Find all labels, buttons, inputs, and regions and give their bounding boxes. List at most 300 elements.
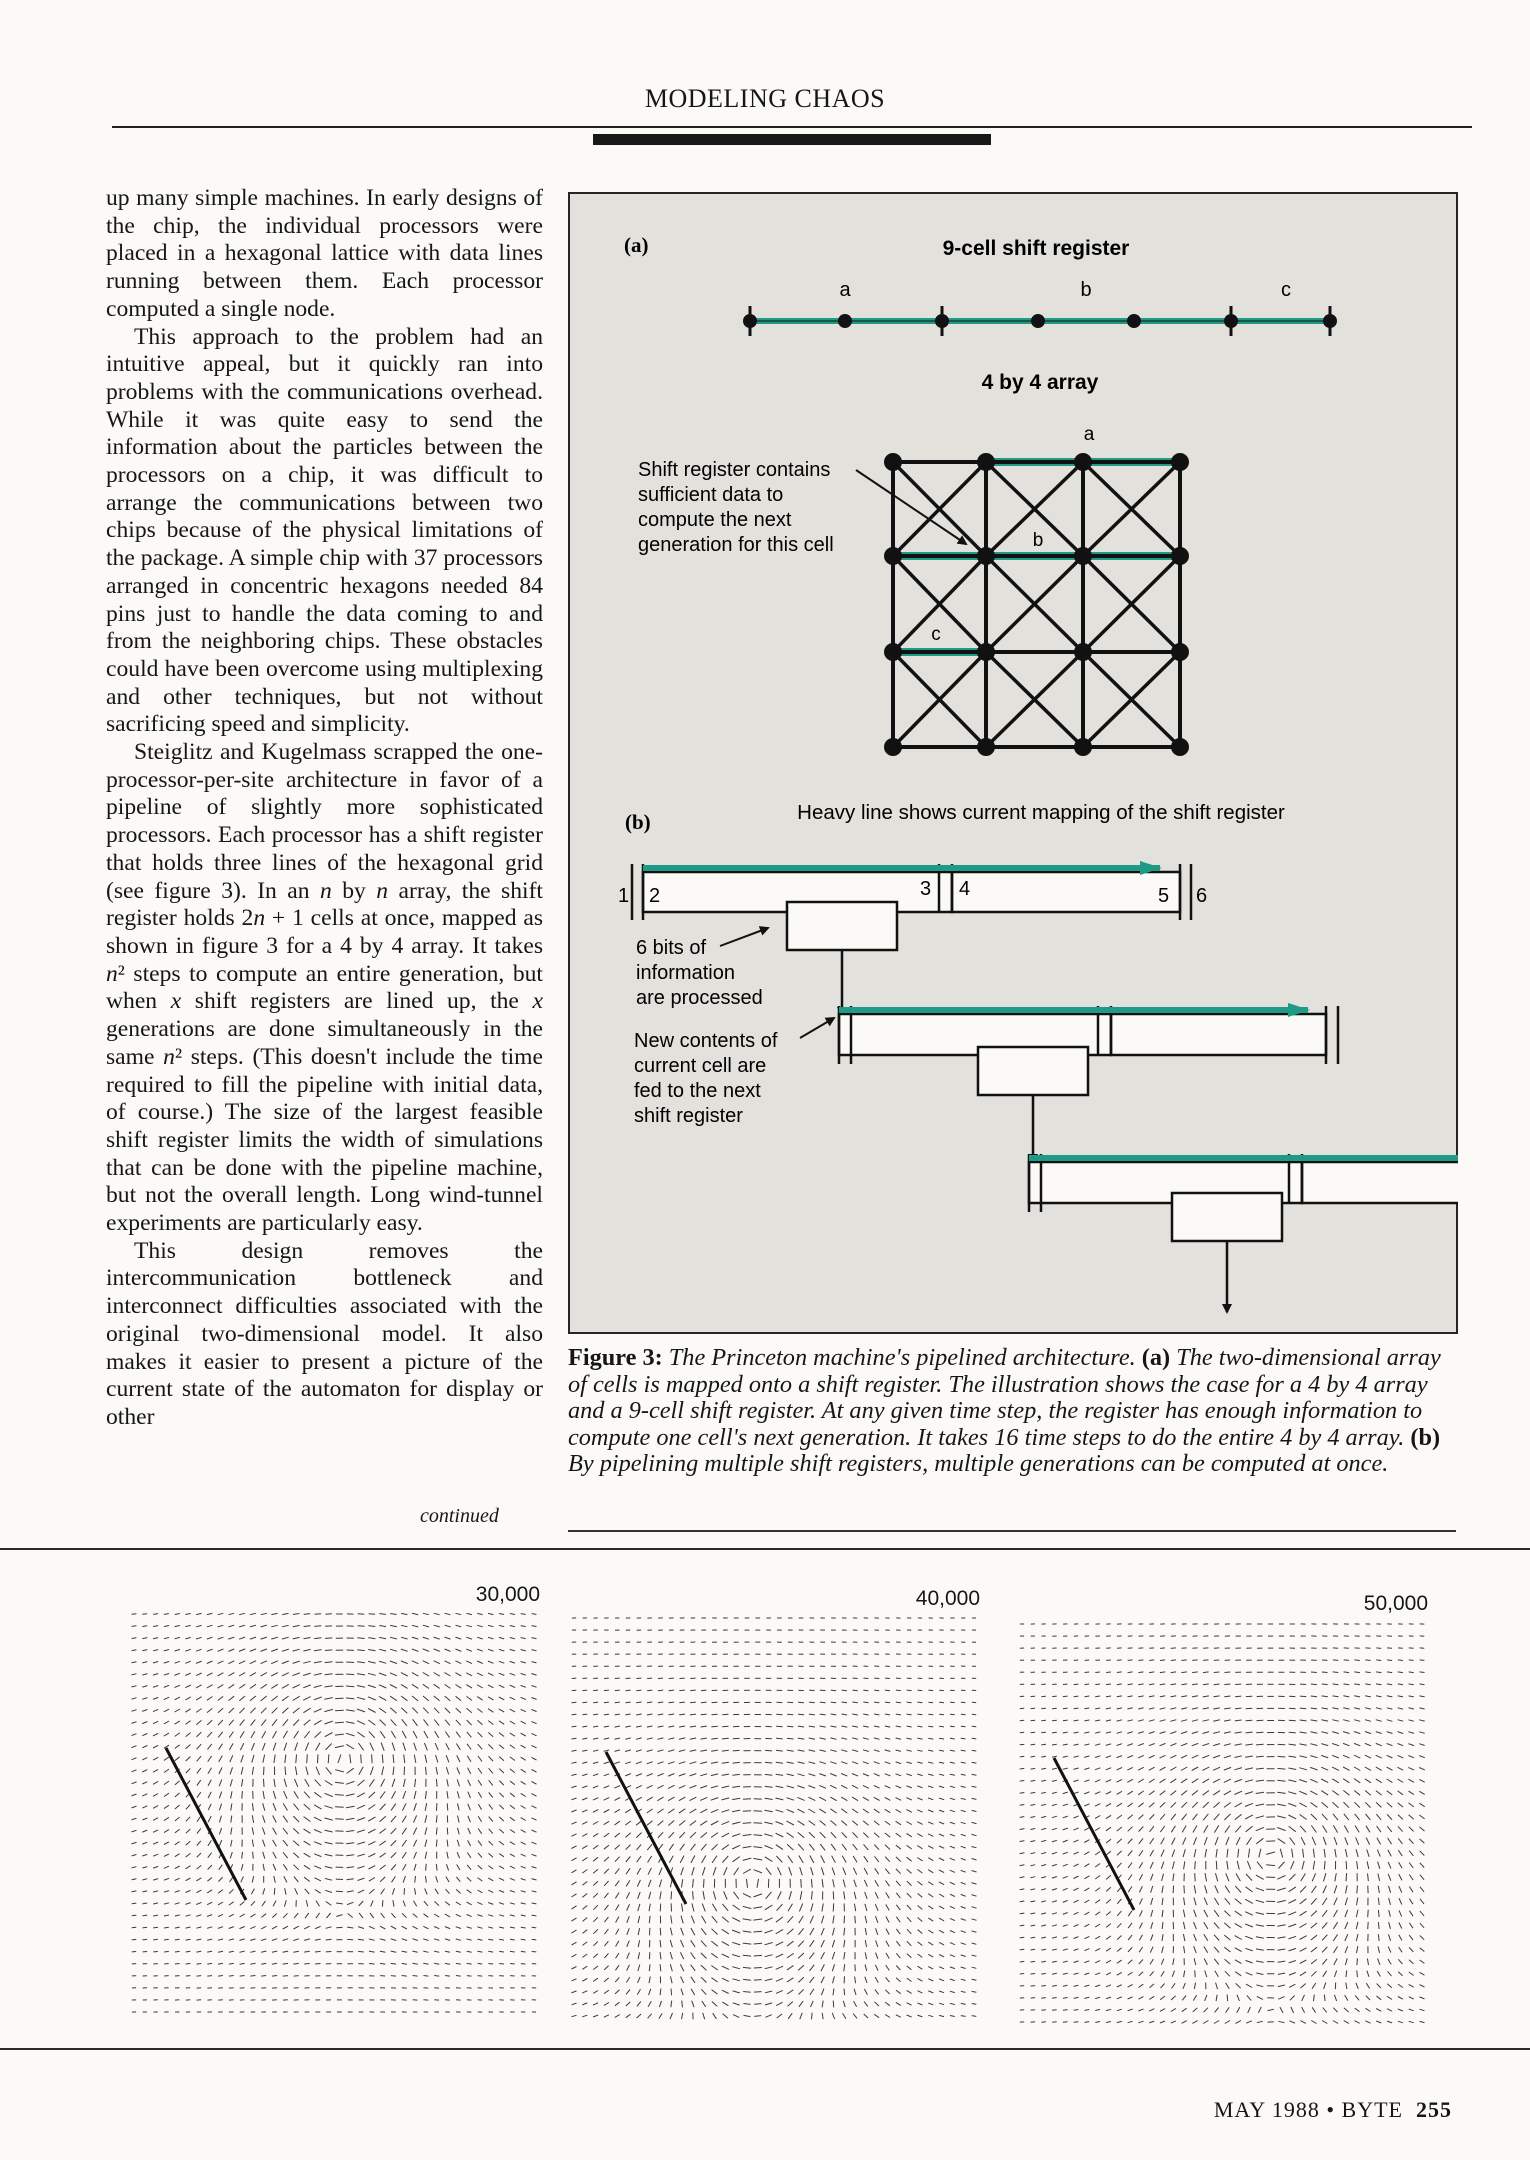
flow-vector xyxy=(1377,1826,1381,1832)
flow-vector xyxy=(832,1952,835,1959)
flow-vector xyxy=(1052,1973,1057,1974)
flow-vector xyxy=(765,1943,773,1945)
flow-vector xyxy=(593,1786,598,1788)
flow-vector xyxy=(382,1767,384,1776)
flow-vector xyxy=(1192,1802,1198,1808)
flow-vector xyxy=(1399,1898,1402,1904)
flow-vector xyxy=(489,1780,493,1785)
flow-vector xyxy=(636,1833,641,1838)
flow-vector xyxy=(466,1673,472,1676)
flow-vector xyxy=(1184,1885,1185,1893)
flow-vector xyxy=(830,1738,836,1739)
flow-vector xyxy=(1117,1791,1122,1794)
flow-vector xyxy=(691,1989,695,1995)
flow-vector xyxy=(510,1964,515,1965)
flow-vector xyxy=(821,1965,825,1972)
flow-vector xyxy=(1106,1720,1111,1721)
nine-cell-shift-register xyxy=(743,306,1337,336)
flow-vector xyxy=(164,1769,169,1772)
flow-vector xyxy=(972,1810,977,1811)
flow-vector xyxy=(283,1816,288,1823)
new-contents-note xyxy=(634,1030,778,1127)
flow-vector xyxy=(1332,1732,1339,1734)
flow-vector xyxy=(776,1798,784,1800)
flow-vector xyxy=(843,2013,846,2018)
flow-vector xyxy=(638,1916,640,1923)
flow-vector xyxy=(907,2003,912,2006)
flow-vector xyxy=(381,1913,385,1918)
flow-vector xyxy=(357,1697,365,1699)
flow-vector xyxy=(660,1928,661,1936)
flow-vector xyxy=(1224,1767,1231,1770)
flow-vector xyxy=(1398,1791,1404,1795)
flow-vector xyxy=(380,1877,385,1882)
flow-vector xyxy=(1149,1996,1154,1999)
flow-vector xyxy=(521,1842,526,1845)
flow-vector xyxy=(874,1786,880,1789)
flow-vector xyxy=(153,1854,158,1856)
flow-vector xyxy=(1321,1767,1328,1770)
flow-vector xyxy=(412,1649,419,1651)
flow-vector xyxy=(326,1902,332,1906)
flow-vector xyxy=(1149,1803,1154,1808)
flow-vector xyxy=(765,1955,773,1957)
flow-vector xyxy=(615,1857,620,1862)
cell-label-c: c xyxy=(1281,279,1291,301)
flow-vector xyxy=(593,1726,598,1727)
flow-vector xyxy=(153,1842,158,1844)
flow-vector xyxy=(402,1731,406,1738)
flow-vector xyxy=(328,1754,329,1763)
flow-vector xyxy=(1420,1972,1425,1975)
flow-vector xyxy=(381,1889,385,1895)
flow-vector xyxy=(357,1818,365,1821)
flow-vector xyxy=(1398,1708,1404,1709)
flow-vector xyxy=(1333,1814,1338,1820)
flow-vector xyxy=(380,1853,386,1857)
flow-vector xyxy=(371,1900,374,1906)
flow-vector xyxy=(865,1952,866,1959)
flow-vector xyxy=(690,1821,696,1826)
flow-vector xyxy=(1299,1791,1307,1794)
simulation-panel-40000 xyxy=(568,1612,980,2022)
flow-vector xyxy=(604,1726,609,1727)
flow-vector xyxy=(272,1939,277,1941)
flow-vector xyxy=(314,1650,321,1651)
flow-vector xyxy=(660,1904,661,1912)
flow-vector xyxy=(1063,1852,1068,1854)
flow-vector xyxy=(510,1903,515,1904)
flow-vector xyxy=(412,1613,418,1614)
flow-vector xyxy=(1387,2009,1392,2012)
flow-vector xyxy=(1183,1837,1186,1844)
flow-vector xyxy=(1138,1997,1143,2000)
flow-vector xyxy=(743,1893,751,1897)
flow-vector xyxy=(776,1966,783,1969)
flow-vector xyxy=(413,1828,416,1835)
flow-vector xyxy=(1063,1732,1068,1733)
flow-vector xyxy=(1128,1839,1133,1844)
flow-vector xyxy=(1354,1696,1360,1697)
flow-vector xyxy=(403,1791,406,1799)
flow-vector xyxy=(1367,1861,1369,1869)
flow-vector xyxy=(1117,1985,1122,1987)
flow-vector xyxy=(1346,1983,1347,1990)
flow-vector xyxy=(304,1804,310,1810)
flow-vector xyxy=(413,1963,418,1964)
flow-vector xyxy=(1074,1925,1079,1927)
flow-vector xyxy=(304,1638,311,1639)
flow-vector xyxy=(435,1889,438,1894)
flow-vector xyxy=(1150,1971,1154,1976)
flow-vector xyxy=(810,1916,813,1924)
flow-vector xyxy=(1289,1756,1297,1757)
flow-vector xyxy=(657,1797,663,1801)
flow-vector xyxy=(1162,1898,1163,1905)
flow-vector xyxy=(668,1750,674,1752)
flow-vector xyxy=(282,1696,289,1701)
flow-vector xyxy=(207,1939,212,1940)
flow-vector xyxy=(810,1977,815,1983)
flow-vector xyxy=(1322,1910,1327,1917)
flow-vector xyxy=(1409,1947,1413,1952)
flow-vector xyxy=(820,1821,826,1826)
flow-vector xyxy=(733,1857,740,1862)
flow-vector xyxy=(456,1625,462,1627)
flow-vector xyxy=(1215,1971,1219,1977)
flow-vector xyxy=(357,1830,365,1833)
flow-vector xyxy=(1138,1791,1144,1795)
flow-vector xyxy=(324,1698,332,1700)
flow-vector xyxy=(282,1673,289,1676)
flow-vector xyxy=(316,1901,320,1907)
flow-vector xyxy=(864,1844,869,1850)
flow-vector xyxy=(722,1833,730,1837)
flow-vector xyxy=(832,1856,836,1863)
footer-page-number: 255 xyxy=(1416,2097,1452,2122)
flow-vector xyxy=(1344,1826,1348,1833)
flow-vector xyxy=(820,1832,826,1838)
flow-vector xyxy=(1106,1732,1111,1733)
flow-vector xyxy=(1235,1948,1242,1952)
flow-vector xyxy=(972,1859,977,1860)
flow-vector xyxy=(1312,1983,1316,1989)
flow-vector xyxy=(1074,2022,1079,2023)
flow-vector xyxy=(648,2001,651,2007)
flow-vector xyxy=(1289,1973,1296,1976)
flow-vector xyxy=(1368,1910,1369,1918)
flow-vector xyxy=(625,1809,631,1813)
flow-vector xyxy=(153,1638,158,1639)
flow-vector xyxy=(1387,1826,1392,1832)
flow-vector xyxy=(1183,1922,1185,1929)
flow-vector xyxy=(510,1626,515,1627)
flow-vector xyxy=(1084,1997,1089,1998)
flow-vector xyxy=(219,1768,222,1775)
flow-vector xyxy=(175,1721,180,1724)
flow-vector xyxy=(961,1931,966,1933)
flow-vector xyxy=(1225,1886,1230,1893)
flow-vector xyxy=(1356,1934,1358,1941)
flow-vector xyxy=(346,1781,354,1784)
flow-vector xyxy=(1160,1755,1166,1758)
flow-vector xyxy=(1074,1768,1079,1769)
flow-vector xyxy=(1074,1937,1079,1939)
flow-vector xyxy=(1420,1911,1424,1916)
flow-vector xyxy=(325,1638,332,1639)
flow-vector xyxy=(875,1868,879,1874)
flow-vector xyxy=(1041,1949,1046,1950)
flow-vector xyxy=(1181,1696,1187,1697)
flow-vector xyxy=(1398,1744,1404,1746)
flow-vector xyxy=(690,1726,696,1727)
flow-vector xyxy=(961,1810,966,1811)
flow-vector xyxy=(1041,1756,1046,1757)
flow-vector xyxy=(1398,1972,1402,1976)
flow-vector xyxy=(615,1750,621,1752)
flow-vector xyxy=(776,1750,783,1751)
flow-vector xyxy=(1289,2021,1295,2023)
flow-vector xyxy=(626,2002,631,2006)
flow-vector xyxy=(821,1856,825,1863)
flow-vector xyxy=(261,1661,268,1664)
flow-vector xyxy=(1420,1827,1425,1831)
flow-vector xyxy=(638,1940,639,1947)
flow-vector xyxy=(532,1903,537,1904)
flow-vector xyxy=(711,1762,718,1763)
flow-vector xyxy=(218,1877,222,1882)
flow-vector xyxy=(1161,1971,1164,1976)
flow-vector xyxy=(864,1989,867,1995)
flow-vector xyxy=(242,1852,243,1859)
flow-vector xyxy=(1376,1743,1382,1745)
flow-vector xyxy=(1224,1779,1231,1782)
flow-vector xyxy=(466,1637,472,1639)
flow-vector xyxy=(885,1833,890,1837)
flow-vector xyxy=(261,1976,266,1977)
flow-vector xyxy=(468,1828,471,1834)
flow-vector xyxy=(681,1940,684,1947)
svg-text:shift register: shift register xyxy=(634,1105,743,1127)
flow-vector xyxy=(1150,1826,1155,1832)
flow-vector xyxy=(692,2001,694,2008)
flow-vector xyxy=(1181,1743,1187,1745)
flow-vector xyxy=(961,1894,966,1896)
flow-vector xyxy=(467,1865,471,1870)
flow-vector xyxy=(712,1714,718,1715)
flow-vector xyxy=(885,1857,890,1862)
flow-vector xyxy=(1378,1862,1380,1869)
flow-vector xyxy=(382,1900,383,1907)
flow-vector xyxy=(972,1907,977,1909)
flow-vector xyxy=(457,1779,459,1786)
flow-vector xyxy=(1106,1708,1111,1709)
flow-vector xyxy=(810,1940,815,1947)
flow-vector xyxy=(229,1743,233,1750)
flow-vector xyxy=(1420,1936,1424,1940)
flow-vector xyxy=(1300,1936,1307,1940)
flow-vector xyxy=(832,1868,835,1876)
flow-vector xyxy=(809,1762,816,1764)
flow-vector xyxy=(132,1698,137,1700)
flow-vector xyxy=(335,1770,344,1772)
flow-vector xyxy=(1378,1946,1380,1953)
flow-vector xyxy=(392,1779,395,1787)
flow-vector xyxy=(532,1757,537,1760)
flow-vector xyxy=(1052,1816,1057,1818)
flow-vector xyxy=(153,1626,158,1627)
flow-vector xyxy=(1409,2009,1414,2011)
flow-vector xyxy=(722,1810,730,1813)
flow-vector xyxy=(732,1918,740,1922)
flow-vector xyxy=(1321,1791,1328,1796)
flow-vector xyxy=(821,1940,825,1947)
flow-vector xyxy=(521,1685,526,1687)
flow-vector xyxy=(1074,1888,1079,1890)
flow-vector xyxy=(1095,1696,1100,1697)
flow-vector xyxy=(1052,2010,1057,2011)
flow-vector xyxy=(1227,1849,1228,1858)
flow-vector xyxy=(499,1781,504,1786)
flow-vector xyxy=(175,1878,180,1880)
flow-vector xyxy=(1139,1947,1143,1952)
flow-vector xyxy=(1278,1973,1285,1974)
flow-vector xyxy=(239,1673,245,1676)
flow-vector xyxy=(972,1871,977,1873)
flow-vector xyxy=(679,1832,685,1838)
flow-vector xyxy=(285,1755,286,1764)
flow-vector xyxy=(681,1989,683,1996)
flow-vector xyxy=(196,1697,202,1700)
flow-vector xyxy=(1246,1874,1252,1881)
flow-vector xyxy=(1248,1849,1249,1858)
flow-vector xyxy=(1256,1816,1265,1818)
flow-vector xyxy=(593,1810,598,1813)
flow-vector xyxy=(346,1744,354,1749)
flow-vector xyxy=(250,1613,256,1614)
flow-vector xyxy=(1387,1696,1393,1697)
flow-vector xyxy=(1256,1827,1264,1831)
flow-vector xyxy=(658,1809,664,1813)
flow-vector xyxy=(1345,1934,1348,1941)
flow-vector xyxy=(304,1614,311,1615)
flow-vector xyxy=(830,1750,836,1752)
flow-vector xyxy=(668,1821,674,1826)
flow-vector xyxy=(1419,1696,1424,1697)
flow-vector xyxy=(1345,1922,1348,1929)
flow-vector xyxy=(229,1951,234,1952)
flow-vector xyxy=(284,1791,288,1799)
flow-vector xyxy=(1256,1937,1264,1939)
flow-vector xyxy=(896,1941,900,1946)
flow-vector xyxy=(1235,1960,1241,1964)
flow-vector xyxy=(1256,1973,1263,1975)
flow-vector xyxy=(842,1844,847,1850)
flow-vector xyxy=(928,1714,933,1715)
flow-vector xyxy=(1354,1755,1360,1758)
flow-vector xyxy=(1063,1876,1068,1878)
flow-vector xyxy=(271,1625,277,1627)
flow-vector xyxy=(809,1690,815,1691)
flow-vector xyxy=(357,1866,364,1868)
flow-vector xyxy=(1128,1960,1133,1964)
flow-vector xyxy=(1245,1780,1253,1782)
flow-vector xyxy=(293,1939,299,1941)
flow-vector xyxy=(918,1690,923,1691)
flow-vector xyxy=(1205,1995,1207,2001)
flow-vector xyxy=(1419,1744,1424,1746)
flow-vector xyxy=(1084,1924,1089,1927)
flow-vector xyxy=(391,1816,396,1822)
flow-vector xyxy=(1139,1923,1142,1929)
flow-vector xyxy=(424,1731,428,1738)
flow-vector xyxy=(711,1953,718,1958)
flow-vector xyxy=(1052,1720,1057,1721)
flow-vector xyxy=(467,1939,472,1940)
flow-vector xyxy=(765,1979,773,1981)
flow-vector xyxy=(812,2013,813,2020)
flow-vector xyxy=(1149,1779,1155,1783)
flow-vector xyxy=(274,1755,275,1763)
flow-vector xyxy=(885,1786,891,1789)
flow-vector xyxy=(1398,1672,1403,1673)
flow-vector xyxy=(582,1979,587,1982)
four-by-four-array xyxy=(884,453,1189,756)
flow-vector xyxy=(499,1709,504,1712)
flow-vector xyxy=(1139,1972,1144,1976)
flow-vector xyxy=(477,1661,483,1664)
flow-vector xyxy=(434,1696,440,1701)
flow-vector xyxy=(907,1750,912,1751)
flow-vector xyxy=(928,1738,933,1739)
flow-vector xyxy=(1354,1720,1360,1722)
flow-vector xyxy=(1277,1888,1286,1891)
flow-vector xyxy=(132,1855,137,1856)
flow-vector xyxy=(950,1858,955,1860)
flow-vector xyxy=(272,1976,277,1977)
flow-vector xyxy=(1346,1970,1347,1977)
flow-vector xyxy=(412,1684,418,1688)
flow-vector xyxy=(478,1853,482,1858)
flow-vector xyxy=(1420,1863,1424,1868)
figure-3-diagram xyxy=(568,192,1458,1334)
flow-vector xyxy=(1214,1923,1219,1929)
flow-vector xyxy=(521,1673,526,1675)
flow-vector xyxy=(467,1902,472,1905)
flow-vector xyxy=(1192,1732,1198,1734)
flow-vector xyxy=(1235,1696,1241,1697)
flow-vector xyxy=(1181,1802,1187,1807)
flow-vector xyxy=(240,1731,244,1737)
flow-vector xyxy=(1149,1791,1155,1795)
flow-vector xyxy=(1227,1861,1228,1870)
flow-vector xyxy=(1041,2010,1046,2011)
flow-vector xyxy=(702,1856,706,1863)
flow-vector xyxy=(1084,1732,1089,1733)
flow-vector xyxy=(832,1964,834,1971)
flow-vector xyxy=(478,1878,483,1882)
flow-vector xyxy=(229,1732,233,1738)
flow-vector xyxy=(1052,1925,1057,1926)
flow-vector xyxy=(1184,1861,1185,1869)
flow-vector xyxy=(604,1786,610,1788)
flow-vector xyxy=(571,1810,576,1812)
flow-vector xyxy=(207,1890,212,1893)
flow-vector xyxy=(604,1833,609,1837)
panel-label-40000: 40,000 xyxy=(915,1587,980,1610)
flow-vector xyxy=(1388,1959,1391,1964)
flow-vector xyxy=(446,1743,450,1750)
